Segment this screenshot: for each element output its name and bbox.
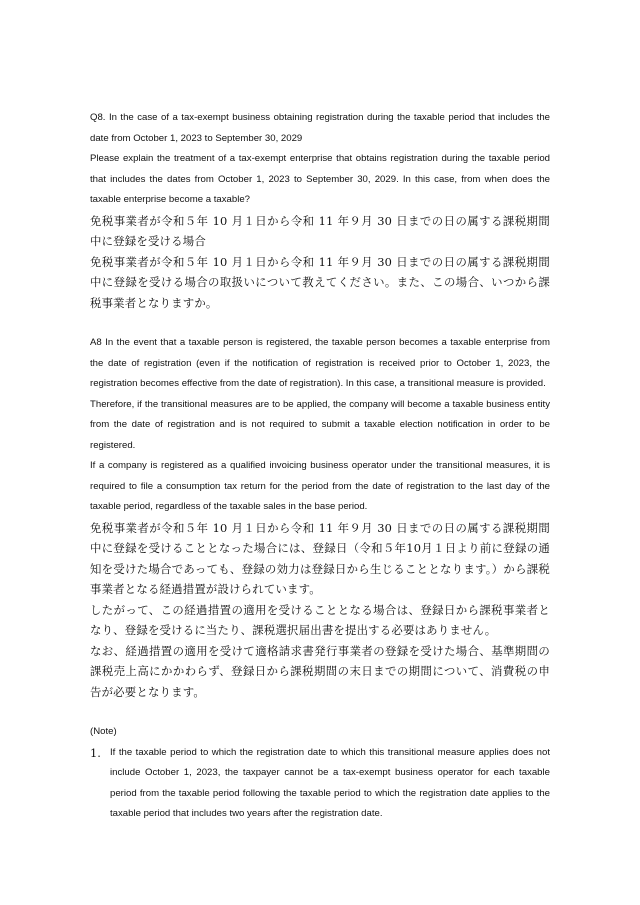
question-title-en: Q8. In the case of a tax-exempt business obtaining registration during the taxable period that includes the date from October 1, 2023 to September 30, 2029 [90,112,550,144]
section-spacer [90,313,550,333]
question-title-ja: 免税事業者が令和５年 10 月１日から令和 11 年９月 30 日までの日の属する課税期間中に登録を受ける場合 [90,213,550,248]
answer-paragraph-2-ja: したがって、この経過措置の適用を受けることとなる場合は、登録日から課税事業者となり、登録を受けるに当たり、課税選択届出書を提出する必要はありません。 [90,602,550,637]
note-heading: (Note) [90,726,117,737]
note-item-number: 1. [90,745,101,760]
answer-paragraph-2-en: Therefore, if the transitional measures are to be applied, the company will become a taxable business entity from the date of registration and is not required to submit a taxable election notification in order to be registered. [90,398,550,451]
answer-paragraph-3-ja: なお、経過措置の適用を受けて適格請求書発行事業者の登録を受けた場合、基準期間の課税売上高にかかわらず、登録日から課税期間の末日までの期間について、消費税の申告が必要となります。 [90,643,550,699]
section-spacer [90,702,550,722]
answer-paragraph-1-en: A8 In the event that a taxable person is registered, the taxable person becomes a taxable enterprise from the date of registration (even if the notification of registration is received prior to October 1, 2023, the registration becomes effective from the date of registration). In this case, a transitional measure is provided. [90,337,550,389]
note-item [90,743,550,825]
note-item-text: If the taxable period to which the registration date to which this transitional measure applies does not include October 1, 2023, the taxpayer cannot be a tax-exempt business operator for each taxable period from the taxable period following the taxable period to which the registration date applies to the taxable period that includes two years after the registration date. [110,746,550,819]
document-page [90,108,550,825]
question-body-en: Please explain the treatment of a tax-exempt enterprise that obtains registration during the taxable period that includes the dates from October 1, 2023 to September 30, 2029. In this case, from when does the taxable enterprise become a taxable? [90,153,550,205]
question-body-ja: 免税事業者が令和５年 10 月１日から令和 11 年９月 30 日までの日の属する課税期間中に登録を受ける場合の取扱いについて教えてください。また、この場合、いつから課税事業者となりますか。 [90,254,550,310]
answer-paragraph-3-en: If a company is registered as a qualified invoicing business operator under the transitional measures, it is required to file a consumption tax return for the period from the date of registration to the last day of the taxable period, regardless of the taxable sales in the base period. [90,460,550,512]
answer-paragraph-1-ja: 免税事業者が令和５年 10 月１日から令和 11 年９月 30 日までの日の属する課税期間中に登録を受けることとなった場合には、登録日（令和５年10月１日より前に登録の通知を受けた場合であっても、登録の効力は登録日から生じることとなります。）から課税事業者となる経過措置が設けられています。 [90,520,550,596]
